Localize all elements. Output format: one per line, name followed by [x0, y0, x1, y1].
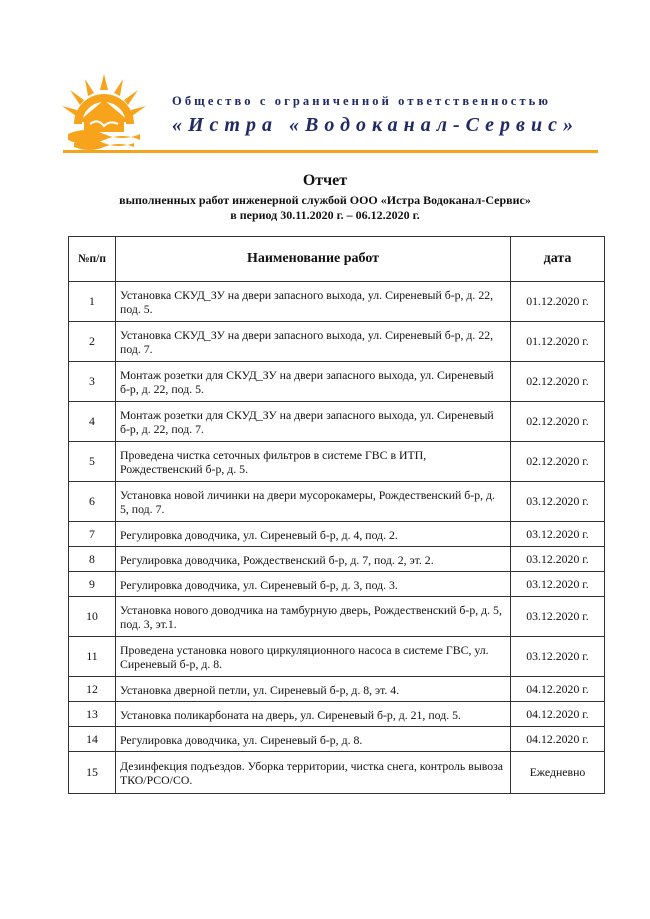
works-table	[68, 236, 605, 794]
row-work-name: Регулировка доводчика, Рождественский б-р, д. 7, под. 2, эт. 2.	[116, 547, 511, 572]
row-work-name: Проведена установка нового циркуляционного насоса в системе ГВС, ул. Сиреневый б-р, д. 8.	[116, 637, 511, 677]
row-work-name: Монтаж розетки для СКУД_ЗУ на двери запасного выхода, ул. Сиреневый б-р, д. 22, под. 7.	[116, 402, 511, 442]
row-number: 15	[69, 752, 116, 794]
table-row	[69, 522, 605, 547]
row-number: 3	[69, 362, 116, 402]
column-header-date: дата	[511, 237, 605, 282]
row-date: 03.12.2020 г.	[511, 572, 605, 597]
company-legal-form: Общество с ограниченной ответственностью	[172, 94, 552, 108]
table-row	[69, 482, 605, 522]
row-date: 02.12.2020 г.	[511, 402, 605, 442]
report-period: в период 30.11.2020 г. – 06.12.2020 г.	[230, 208, 420, 222]
row-work-name: Монтаж розетки для СКУД_ЗУ на двери запасного выхода, ул. Сиреневый б-р, д. 22, под. 5.	[116, 362, 511, 402]
row-date: 04.12.2020 г.	[511, 677, 605, 702]
table-row	[69, 442, 605, 482]
row-work-name: Регулировка доводчика, ул. Сиреневый б-р, д. 3, под. 3.	[116, 572, 511, 597]
table-header-row	[69, 237, 605, 282]
row-work-name: Установка новой личинки на двери мусорокамеры, Рождественский б-р, д. 5, под. 7.	[116, 482, 511, 522]
row-number: 11	[69, 637, 116, 677]
table-row	[69, 322, 605, 362]
row-number: 9	[69, 572, 116, 597]
row-date: 03.12.2020 г.	[511, 547, 605, 572]
row-work-name: Установка нового доводчика на тамбурную дверь, Рождественский б-р, д. 5, под. 3, эт.1.	[116, 597, 511, 637]
table-row	[69, 362, 605, 402]
row-number: 4	[69, 402, 116, 442]
row-work-name: Установка СКУД_ЗУ на двери запасного выхода, ул. Сиреневый б-р, д. 22, под. 7.	[116, 322, 511, 362]
row-number: 2	[69, 322, 116, 362]
table-row	[69, 752, 605, 794]
row-work-name: Регулировка доводчика, ул. Сиреневый б-р, д. 4, под. 2.	[116, 522, 511, 547]
row-date: 01.12.2020 г.	[511, 282, 605, 322]
row-number: 6	[69, 482, 116, 522]
row-date: 01.12.2020 г.	[511, 322, 605, 362]
header-divider	[63, 150, 598, 153]
table-row	[69, 702, 605, 727]
row-number: 1	[69, 282, 116, 322]
row-work-name: Установка СКУД_ЗУ на двери запасного выхода, ул. Сиреневый б-р, д. 22, под. 5.	[116, 282, 511, 322]
row-date: 04.12.2020 г.	[511, 727, 605, 752]
table-row	[69, 727, 605, 752]
row-work-name: Установка дверной петли, ул. Сиреневый б-р, д. 8, эт. 4.	[116, 677, 511, 702]
row-number: 14	[69, 727, 116, 752]
column-header-number: №п/п	[69, 237, 116, 282]
table-row	[69, 402, 605, 442]
table-row	[69, 637, 605, 677]
row-number: 8	[69, 547, 116, 572]
column-header-name: Наименование работ	[116, 237, 511, 282]
row-work-name: Установка поликарбоната на дверь, ул. Сиреневый б-р, д. 21, под. 5.	[116, 702, 511, 727]
company-name: «Истра «Водоканал-Сервис»	[172, 114, 579, 136]
row-date: 03.12.2020 г.	[511, 597, 605, 637]
row-date: 03.12.2020 г.	[511, 522, 605, 547]
row-number: 12	[69, 677, 116, 702]
row-work-name: Проведена чистка сеточных фильтров в системе ГВС в ИТП, Рождественский б-р, д. 5.	[116, 442, 511, 482]
table-row	[69, 547, 605, 572]
table-row	[69, 282, 605, 322]
row-date: 02.12.2020 г.	[511, 442, 605, 482]
row-date: 04.12.2020 г.	[511, 702, 605, 727]
report-subtitle: выполненных работ инженерной службой ООО «Истра Водоканал-Сервис»	[119, 193, 531, 207]
table-row	[69, 597, 605, 637]
row-date: Ежедневно	[511, 752, 605, 794]
row-date: 03.12.2020 г.	[511, 482, 605, 522]
report-title: Отчет	[302, 172, 348, 189]
table-row	[69, 572, 605, 597]
row-number: 13	[69, 702, 116, 727]
sun-house-logo-icon	[60, 72, 150, 150]
row-number: 10	[69, 597, 116, 637]
row-date: 03.12.2020 г.	[511, 637, 605, 677]
row-date: 02.12.2020 г.	[511, 362, 605, 402]
row-number: 7	[69, 522, 116, 547]
table-row	[69, 677, 605, 702]
row-work-name: Дезинфекция подъездов. Уборка территории, чистка снега, контроль вывоза ТКО/РСО/СО.	[116, 752, 511, 794]
row-number: 5	[69, 442, 116, 482]
row-work-name: Регулировка доводчика, ул. Сиреневый б-р, д. 8.	[116, 727, 511, 752]
